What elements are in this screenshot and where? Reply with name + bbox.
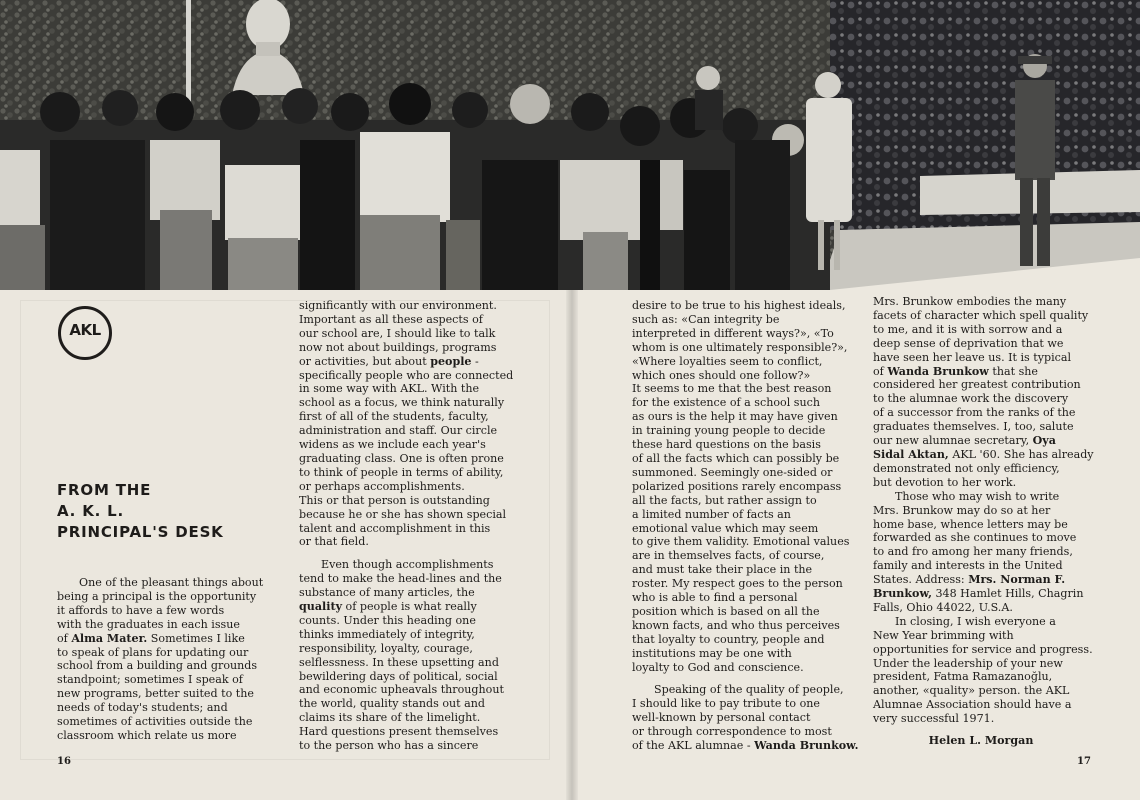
text-line: it affords to have a few words bbox=[57, 603, 225, 617]
text-line: Even though accomplishments bbox=[321, 558, 494, 572]
text-line: and must take their place in the bbox=[632, 563, 813, 577]
text-line: school as a focus, we think naturally bbox=[299, 396, 505, 410]
text-line: administration and staff. Our circle bbox=[299, 424, 498, 438]
text-line: needs of today's students; and bbox=[57, 701, 228, 715]
text-line: responsibility, loyalty, courage, bbox=[299, 641, 473, 655]
text-run: of the AKL alumnae - bbox=[632, 739, 755, 753]
text-line: such as: «Can integrity be bbox=[632, 312, 780, 326]
text-line: roster. My respect goes to the person bbox=[632, 577, 843, 591]
emphasis-people: people bbox=[430, 354, 472, 368]
text-line: or through correspondence to most bbox=[632, 725, 832, 739]
text-line: with the graduates in each issue bbox=[57, 617, 240, 631]
text-line: of all the facts which can possibly be bbox=[632, 451, 840, 465]
text-line: selflessness. In these upsetting and bbox=[299, 655, 499, 669]
text-line: sometimes of activities outside the bbox=[57, 715, 253, 729]
text-line: interpreted in different ways?», «To bbox=[632, 326, 834, 340]
text-line bbox=[57, 632, 269, 646]
text-run: of people is what really bbox=[342, 600, 477, 614]
text-line: emotional value which may seem bbox=[632, 521, 819, 535]
text-line: that loyalty to country, people and bbox=[632, 632, 825, 646]
text-line: New Year brimming with bbox=[873, 628, 1014, 642]
text-line: to speak of plans for updating our bbox=[57, 645, 249, 659]
text-line: school from a building and grounds bbox=[57, 659, 258, 673]
text-line: which ones should one follow?» bbox=[632, 368, 811, 382]
text-line: talent and accomplishment in this bbox=[299, 521, 491, 535]
text-line: Alumnae Association should have a bbox=[873, 698, 1072, 712]
text-line: opportunities for service and progress. bbox=[873, 642, 1093, 656]
text-line: well-known by personal contact bbox=[632, 711, 811, 725]
text-line: in some way with AKL. With the bbox=[299, 382, 480, 396]
text-line: thinks immediately of integrity, bbox=[299, 627, 475, 641]
text-run: - bbox=[471, 354, 479, 368]
text-line: Those who may wish to write bbox=[895, 489, 1060, 503]
text-line bbox=[873, 434, 1089, 448]
text-column-4 bbox=[873, 295, 1094, 748]
text-line: are in themselves facts, of course, bbox=[632, 549, 825, 563]
text-run: of bbox=[873, 364, 888, 378]
text-line bbox=[873, 447, 1094, 462]
text-line: claims its share of the limelight. bbox=[299, 711, 481, 725]
text-line: of a successor from the ranks of the bbox=[873, 406, 1076, 420]
text-line: significantly with our environment. bbox=[299, 299, 497, 312]
text-line: now not about buildings, programs bbox=[299, 340, 497, 354]
article-heading bbox=[57, 480, 257, 543]
text-run: States. Address: bbox=[873, 573, 969, 587]
text-line: family and interests in the United bbox=[873, 559, 1063, 573]
text-line: to give them validity. Emotional values bbox=[632, 535, 850, 549]
text-line: In closing, I wish everyone a bbox=[895, 614, 1056, 628]
text-line: or perhaps accomplishments. bbox=[299, 479, 465, 493]
text-line: It seems to me that the best reason bbox=[632, 382, 832, 396]
emphasis-wanda-brunkow: Wanda Brunkow. bbox=[754, 739, 859, 753]
text-column-3 bbox=[632, 299, 859, 753]
text-line: all the facts, but rather assign to bbox=[632, 493, 817, 507]
emphasis-sidal-aktan: Sidal Aktan, bbox=[873, 447, 949, 461]
text-line: very successful 1971. bbox=[873, 712, 995, 726]
text-line: graduates themselves. I, too, salute bbox=[873, 420, 1074, 434]
text-line: to me, and it is with sorrow and a bbox=[873, 322, 1063, 336]
emphasis-wanda-brunkow: Wanda Brunkow bbox=[887, 364, 989, 378]
emphasis-oya: Oya bbox=[1032, 434, 1056, 448]
text-line: forwarded as she continues to move bbox=[873, 531, 1077, 545]
emphasis-quality: quality bbox=[299, 600, 343, 614]
heading-line-2: A. K. L. bbox=[57, 502, 125, 520]
text-line: a limited number of facts an bbox=[632, 507, 791, 521]
text-line: have seen her leave us. It is typical bbox=[873, 350, 1072, 364]
text-line: president, Fatma Ramazanoğlu, bbox=[873, 670, 1053, 684]
emphasis-address-name: Mrs. Norman F. bbox=[968, 573, 1066, 587]
text-line: considered her greatest contribution bbox=[873, 378, 1081, 392]
ceremony-photograph bbox=[0, 0, 1140, 290]
text-run: of bbox=[57, 631, 72, 645]
text-line: Speaking of the quality of people, bbox=[654, 683, 844, 697]
text-line: position which is based on all the bbox=[632, 604, 820, 618]
text-line: whom is one ultimately responsible?», bbox=[632, 340, 848, 354]
text-column-2 bbox=[299, 299, 514, 753]
text-line: for the existence of a school such bbox=[632, 396, 820, 410]
text-line: Mrs. Brunkow may do so at her bbox=[873, 503, 1051, 517]
text-line: widens as we include each year's bbox=[299, 438, 486, 452]
text-line: home base, whence letters may be bbox=[873, 517, 1068, 531]
page-number-right: 17 bbox=[1077, 756, 1091, 767]
text-line: classroom which relate us more bbox=[57, 728, 237, 742]
text-line: to the person who has a sincere bbox=[299, 739, 479, 753]
text-line: loyalty to God and conscience. bbox=[632, 660, 804, 674]
text-line: first of all of the students, faculty, bbox=[299, 410, 489, 424]
emphasis-brunkow: Brunkow, bbox=[873, 587, 932, 601]
text-line: because he or she has shown special bbox=[299, 507, 507, 521]
text-line bbox=[632, 739, 859, 753]
text-line: polarized positions rarely encompass bbox=[632, 479, 842, 493]
text-run: AKL '60. She has already bbox=[948, 447, 1094, 461]
text-run: or activities, but about bbox=[299, 354, 431, 368]
text-line: demonstrated not only efficiency, bbox=[873, 461, 1060, 475]
author-signature: Helen L. Morgan bbox=[928, 734, 1034, 748]
logo-lettering: AKL bbox=[69, 321, 101, 339]
text-line: new programs, better suited to the bbox=[57, 687, 254, 701]
text-run: our new alumnae secretary, bbox=[873, 434, 1033, 448]
text-line: tend to make the head-lines and the bbox=[299, 572, 502, 586]
text-line: This or that person is outstanding bbox=[299, 493, 490, 507]
text-line: Falls, Ohio 44022, U.S.A. bbox=[873, 600, 1013, 614]
text-line: institutions may be one with bbox=[632, 646, 792, 660]
heading-line-1: FROM THE bbox=[57, 481, 152, 499]
text-line: or that field. bbox=[299, 535, 369, 549]
text-line: counts. Under this heading one bbox=[299, 613, 476, 627]
text-line: the world, quality stands out and bbox=[299, 697, 485, 711]
akl-logo bbox=[58, 306, 112, 360]
text-run: Sometimes I like bbox=[147, 631, 245, 645]
text-line: One of the pleasant things about bbox=[79, 576, 264, 589]
text-line: being a principal is the opportunity bbox=[57, 589, 257, 603]
text-line: in training young people to decide bbox=[632, 424, 826, 438]
text-line: graduating class. One is often prone bbox=[299, 451, 504, 465]
text-line: summoned. Seemingly one-sided or bbox=[632, 465, 833, 479]
text-line: known facts, and who thus perceives bbox=[632, 618, 840, 632]
text-run: that she bbox=[988, 364, 1038, 378]
text-line bbox=[873, 587, 1089, 601]
text-line: bewildering days of political, social bbox=[299, 669, 498, 683]
text-line: these hard questions on the basis bbox=[632, 438, 821, 452]
text-line: I should like to pay tribute to one bbox=[632, 697, 820, 711]
text-line: Mrs. Brunkow embodies the many bbox=[873, 295, 1067, 308]
text-run: 348 Hamlet Hills, Chagrin bbox=[931, 587, 1084, 601]
text-line: but devotion to her work. bbox=[873, 475, 1017, 489]
text-line: deep sense of deprivation that we bbox=[873, 336, 1064, 350]
text-line: facets of character which spell quality bbox=[873, 308, 1089, 322]
text-line: and economic upheavals throughout bbox=[299, 683, 504, 697]
text-line: to the alumnae work the discovery bbox=[873, 392, 1069, 406]
text-line: as ours is the help it may have given bbox=[632, 410, 838, 424]
text-line: our school are, I should like to talk bbox=[299, 326, 496, 340]
text-line: specifically people who are connected bbox=[299, 368, 514, 382]
text-line: Hard questions present themselves bbox=[299, 725, 499, 739]
text-line: standpoint; sometimes I speak of bbox=[57, 673, 243, 687]
heading-line-3: PRINCIPAL'S DESK bbox=[57, 523, 224, 541]
text-line: «Where loyalties seem to conflict, bbox=[632, 354, 823, 368]
text-line: to and fro among her many friends, bbox=[873, 545, 1073, 559]
text-line: Important as all these aspects of bbox=[299, 312, 483, 326]
text-line: desire to be true to his highest ideals, bbox=[632, 299, 846, 312]
text-line bbox=[873, 365, 1089, 379]
text-line bbox=[873, 573, 1089, 587]
emphasis-alma-mater: Alma Mater. bbox=[71, 631, 148, 645]
text-line: who is able to find a personal bbox=[632, 591, 798, 605]
page-number-left: 16 bbox=[57, 756, 71, 767]
text-line bbox=[299, 355, 509, 369]
text-line: to think of people in terms of ability, bbox=[299, 465, 504, 479]
text-line: another, «quality» person. the AKL bbox=[873, 684, 1070, 698]
text-line: Under the leadership of your new bbox=[873, 656, 1063, 670]
text-line: substance of many articles, the bbox=[299, 586, 475, 600]
text-line bbox=[299, 600, 509, 614]
text-column-1 bbox=[57, 576, 269, 743]
